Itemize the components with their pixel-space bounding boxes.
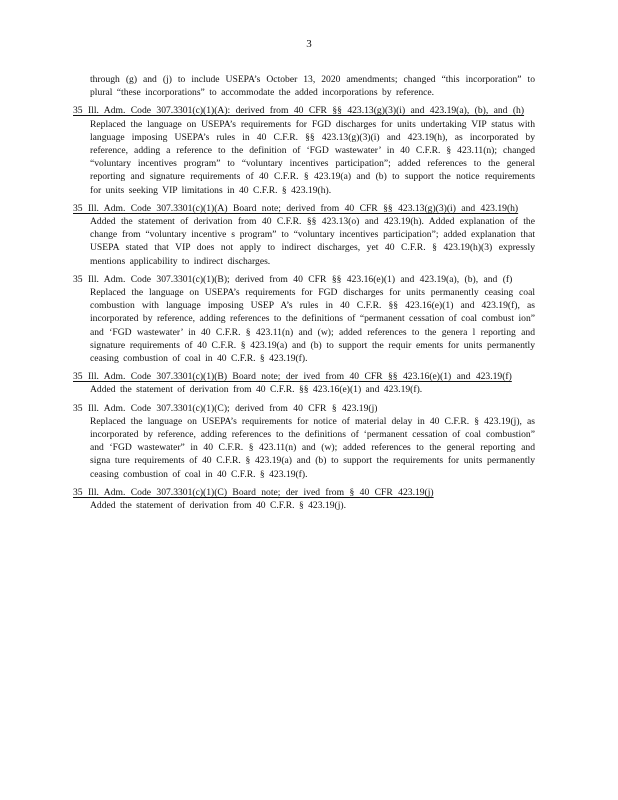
intro-paragraph bbox=[73, 73, 535, 99]
document-body bbox=[73, 73, 535, 517]
entry-5 bbox=[73, 402, 535, 481]
entry-body: Replaced the language on USEPA’s requirements for FGD discharges for units permanently ceasing coal combustion with language imposing USEP A’s rules in 40 C.F.R. §§ 423.16(e)(1) and 423.19(f), as incorporated by reference, adding references to the definitions of “permanent cessation of coal combust ion” and ‘FGD wastewater’ in 40 C.F.R. § 423.11(n) and (w); added references to the genera l reporting and signature requirements of 40 C.F.R. § 423.19(a) and (b) to support the requir ements for units permanently ceasing combustion of coal in 40 C.F.R. § 423.19(f). bbox=[90, 287, 535, 365]
entry-heading: 35 Ill. Adm. Code 307.3301(c)(1)(A) Board note; derived from 40 CFR §§ 423.13(g)(3)(i) and 423.19(h) bbox=[73, 202, 519, 214]
entry-1 bbox=[73, 104, 535, 196]
entry-heading: 35 Ill. Adm. Code 307.3301(c)(1)(B); derived from 40 CFR §§ 423.16(e)(1) and 423.19(a), (b), and (f) bbox=[73, 273, 513, 285]
entry-2 bbox=[73, 202, 535, 268]
page-number: 3 bbox=[306, 38, 312, 50]
entry-body: Replaced the language on USEPA’s requirements for notice of material delay in 40 C.F.R. § 423.19(j), as incorporated by reference, adding references to the definitions of ‘permanent cessation of coal combustion” and ‘FGD wastewater” in 40 C.F.R. § 423.11(n) and (w); added references to the general reporting and signa ture requirements of 40 C.F.R. § 423.19(a) and (b) to support the requirements for units permanently ceasing combustion of coal in 40 C.F.R. § 423.19(f). bbox=[90, 415, 535, 480]
entry-6 bbox=[73, 486, 535, 512]
entry-heading: 35 Ill. Adm. Code 307.3301(c)(1)(C) Board note; der ived from § 40 CFR 423.19(j) bbox=[73, 486, 434, 498]
entry-heading: 35 Ill. Adm. Code 307.3301(c)(1)(C); derived from 40 CFR § 423.19(j) bbox=[73, 402, 378, 414]
entry-body: Added the statement of derivation from 40 C.F.R. § 423.19(j). bbox=[90, 500, 346, 512]
intro-text: through (g) and (j) to include USEPA’s October 13, 2020 amendments; changed “this incorporation” to plural “these incorporations” to accommodate the added incorporations by reference. bbox=[90, 74, 535, 99]
entry-4 bbox=[73, 370, 535, 396]
entry-body: Replaced the language on USEPA’s requirements for FGD discharges for units undertaking VIP status with language imposing USEPA’s rules in 40 C.F.R. §§ 423.13(g)(3)(i) and 423.19(h), as incorporated by reference, adding a reference to the definition of ‘FGD wastewater’ in 40 C.F.R. § 423.11(n); changed “voluntary incentives program” to “voluntary incentives participation”; added references to the general reporting and signature requirements of 40 C.F.R. § 423.19(a) and (b) to support the notice requirements for units seeking VIP limitations in 40 C.F.R. § 423.19(h). bbox=[90, 118, 535, 196]
entry-3 bbox=[73, 273, 535, 365]
entry-body: Added the statement of derivation from 40 C.F.R. §§ 423.13(o) and 423.19(h). Added explanation of the change from “voluntary incentive s program” to “voluntary incentives participation”; added explanation that USEPA stated that VIP does not apply to indirect discharges, yet 40 C.F.R. § 423.19(h)(3) expressly mentions applicability to indirect discharges. bbox=[90, 216, 535, 267]
entry-heading: 35 Ill. Adm. Code 307.3301(c)(1)(B) Board note; der ived from 40 CFR §§ 423.16(e)(1) and 423.19(f) bbox=[73, 371, 512, 383]
entry-body: Added the statement of derivation from 40 C.F.R. §§ 423.16(e)(1) and 423.19(f). bbox=[90, 384, 423, 396]
entry-heading: 35 Ill. Adm. Code 307.3301(c)(1)(A): derived from 40 CFR §§ 423.13(g)(3)(i) and 423.19(a), (b), and (h) bbox=[73, 105, 525, 117]
